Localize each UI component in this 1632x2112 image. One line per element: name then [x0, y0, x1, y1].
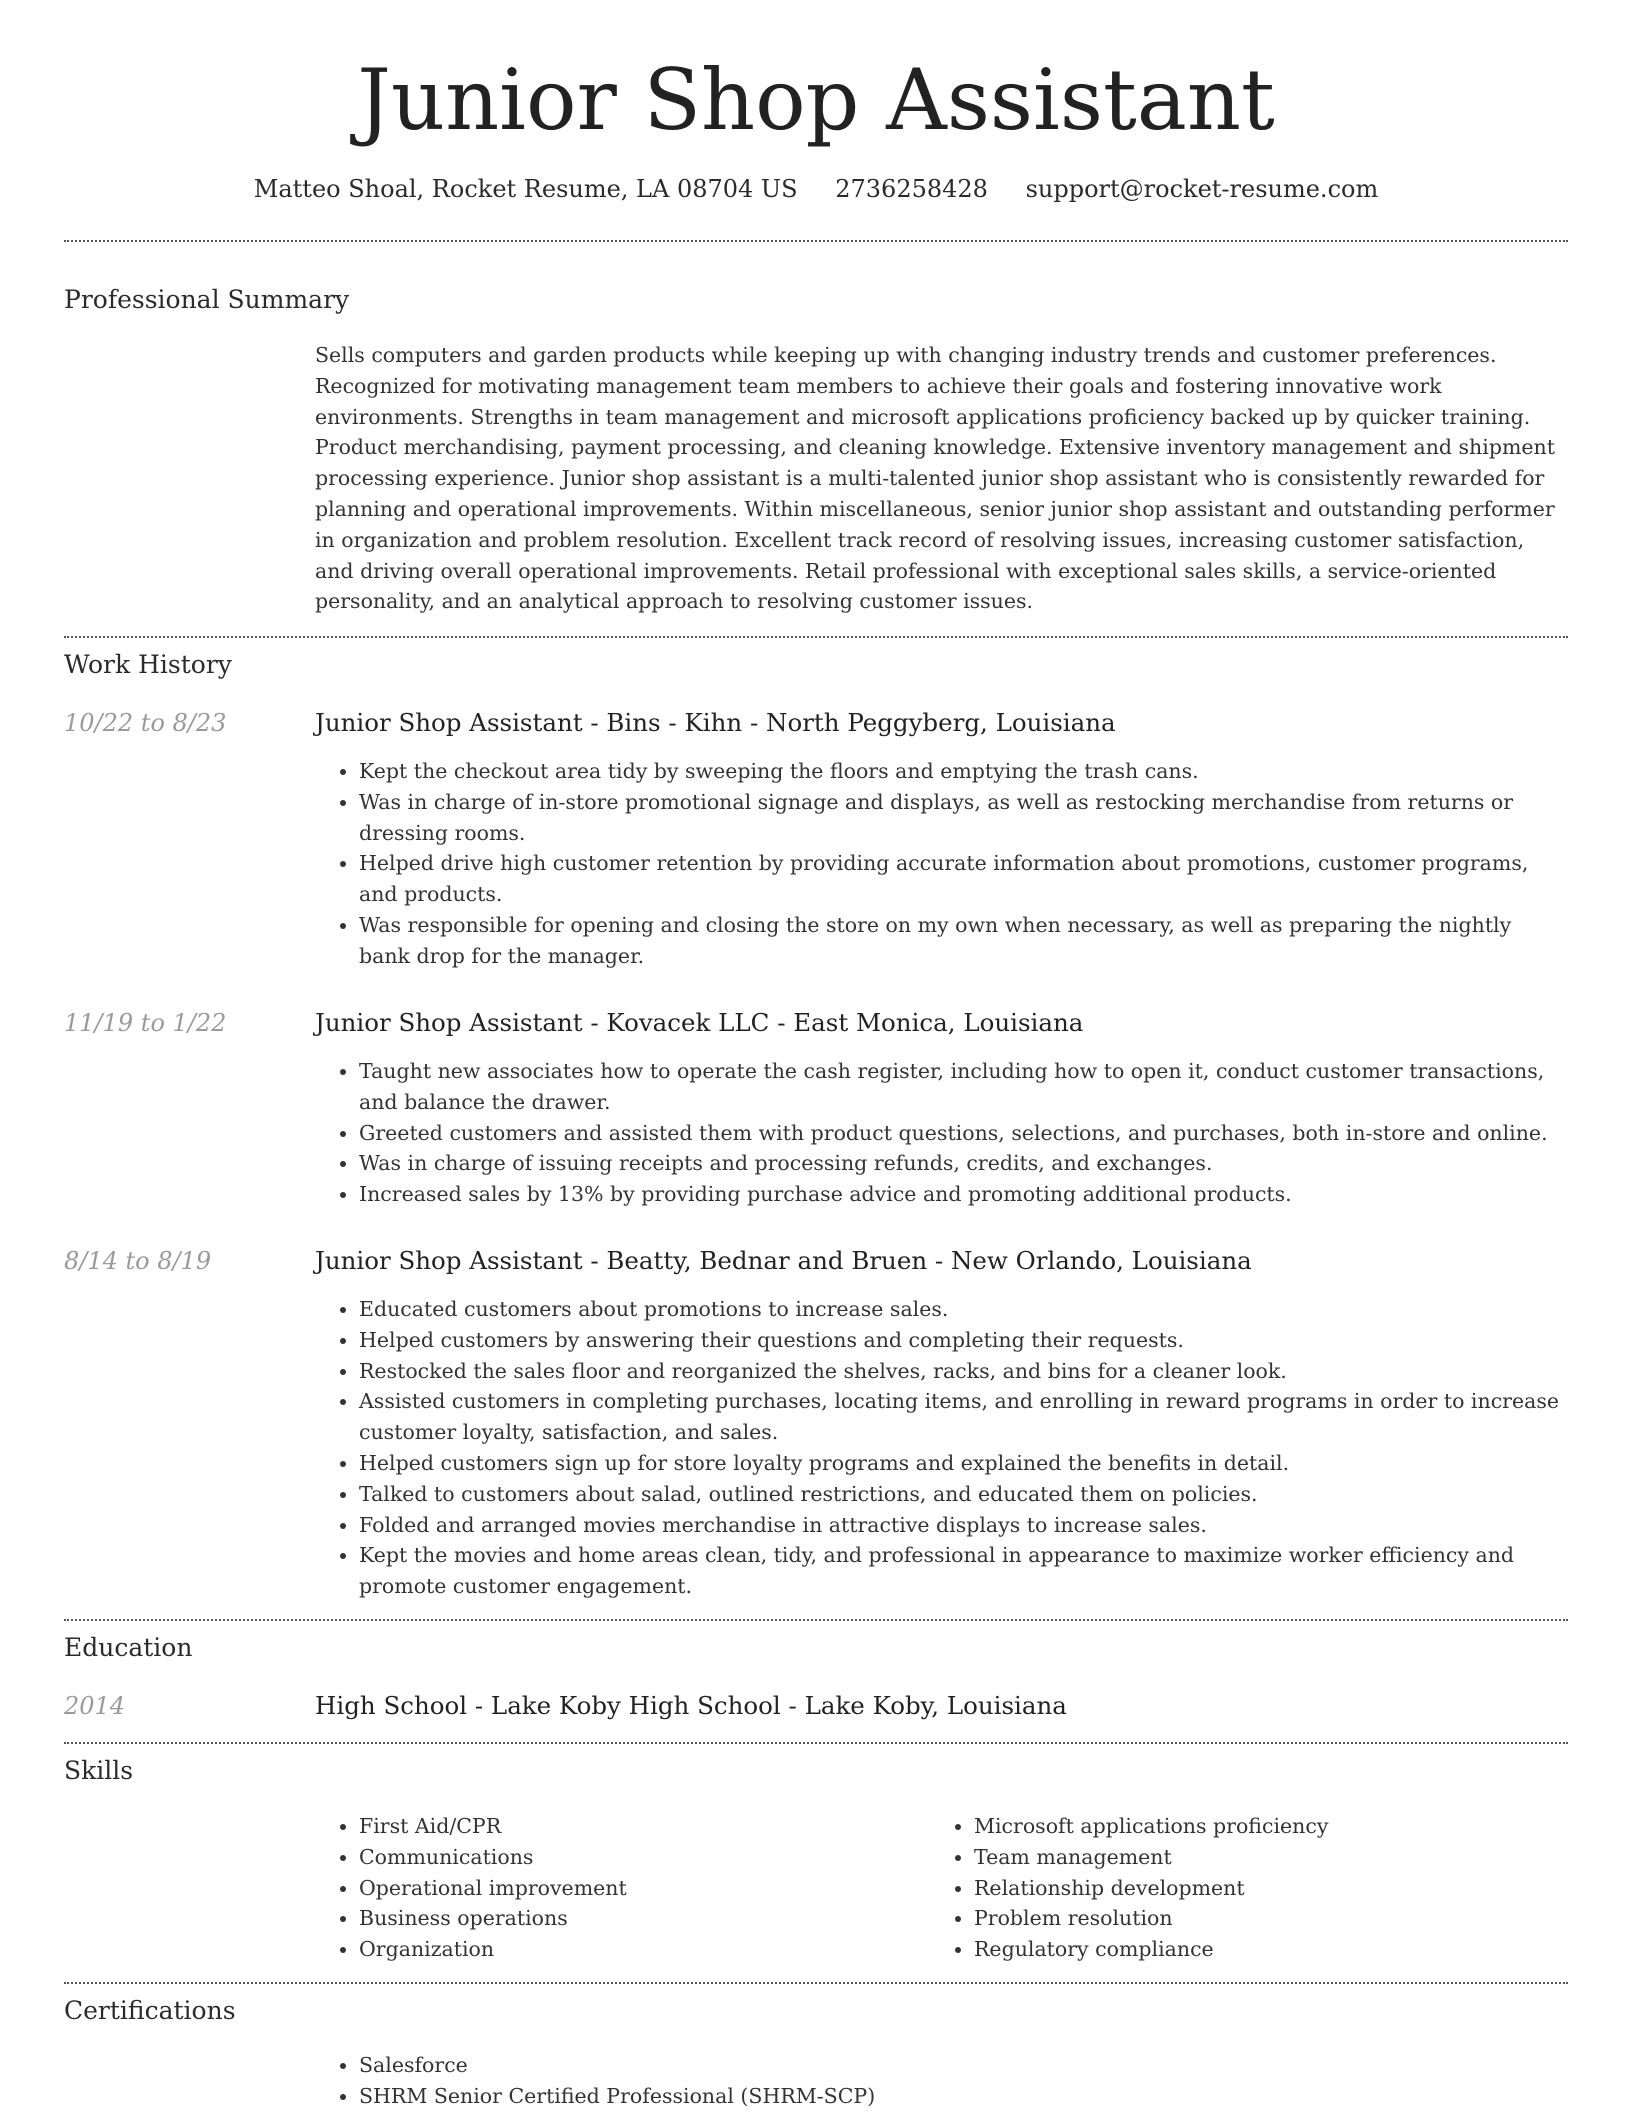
- job-bullet: • Helped drive high customer retention by providing accurate information about promotions, customer programs, and products.: [359, 848, 1565, 910]
- section-title-education: Education: [64, 1633, 193, 1662]
- skills-list-left: [315, 1811, 815, 1965]
- job-dates: 10/22 to 8/23: [64, 709, 227, 737]
- certifications-list: [315, 2050, 1565, 2112]
- section-title-skills: Skills: [64, 1756, 134, 1785]
- job-bullet: • Was in charge of in-store promotional signage and displays, as well as restocking merchandise from returns or dressing rooms.: [359, 787, 1565, 849]
- divider: [64, 1619, 1568, 1621]
- job-bullets: [315, 1294, 1565, 1602]
- section-title-summary: Professional Summary: [64, 285, 350, 314]
- resume-name: Junior Shop Assistant: [357, 51, 1275, 149]
- job-heading: Junior Shop Assistant - Bins - Kihn - North Peggyberg, Louisiana: [315, 708, 1116, 737]
- job-bullet: • Helped customers by answering their questions and completing their requests.: [359, 1325, 1565, 1356]
- skill-item: • Problem resolution: [974, 1903, 1430, 1934]
- skill-item: • Microsoft applications proficiency: [974, 1811, 1430, 1842]
- job-heading: Junior Shop Assistant - Kovacek LLC - East Monica, Louisiana: [315, 1008, 1084, 1037]
- job-bullet: • Talked to customers about salad, outlined restrictions, and educated them on policies.: [359, 1479, 1565, 1510]
- skill-item: • Operational improvement: [359, 1873, 815, 1904]
- job-dates: 11/19 to 1/22: [64, 1009, 227, 1037]
- job-bullet: • Was in charge of issuing receipts and processing refunds, credits, and exchanges.: [359, 1148, 1565, 1179]
- summary-text: Sells computers and garden products while keeping up with changing industry trends and customer preferences. Recognized for motivating management team members to achieve their goals and fostering innovative work environments. Strengths in team management and microsoft applications proficiency backed up by quicker training. Product merchandising, payment processing, and cleaning knowledge. Extensive inventory management and shipment processing experience. Junior shop assistant is a multi-talented junior shop assistant who is consistently rewarded for planning and operational improvements. Within miscellaneous, senior junior shop assistant and outstanding performer in organization and problem resolution. Excellent track record of resolving issues, increasing customer satisfaction, and driving overall operational improvements. Retail professional with exceptional sales skills, a service-oriented personality, and an analytical approach to resolving customer issues.: [315, 343, 1555, 614]
- certification-item: • SHRM Senior Certified Professional (SHRM-SCP): [359, 2081, 1565, 2112]
- divider: [64, 240, 1568, 242]
- skill-item: • Team management: [974, 1842, 1430, 1873]
- job-bullet: • Was responsible for opening and closing the store on my own when necessary, as well as preparing the nightly bank drop for the manager.: [359, 910, 1565, 972]
- skills-list-right: [930, 1811, 1430, 1965]
- skill-item: • Communications: [359, 1842, 815, 1873]
- contact-line: [0, 171, 1632, 207]
- skill-item: • Business operations: [359, 1903, 815, 1934]
- skill-item: • Organization: [359, 1934, 815, 1965]
- job-bullet: • Folded and arranged movies merchandise in attractive displays to increase sales.: [359, 1510, 1565, 1541]
- job-bullet: • Greeted customers and assisted them with product questions, selections, and purchases, both in-store and online.: [359, 1118, 1565, 1149]
- job-bullet: • Increased sales by 13% by providing purchase advice and promoting additional products.: [359, 1179, 1565, 1210]
- job-bullet: • Educated customers about promotions to increase sales.: [359, 1294, 1565, 1325]
- contact-phone: 2736258428: [835, 175, 988, 203]
- job-bullets: [315, 756, 1565, 972]
- job-bullet: • Restocked the sales floor and reorganized the shelves, racks, and bins for a cleaner look.: [359, 1356, 1565, 1387]
- job-bullets: [315, 1056, 1565, 1210]
- job-bullet: • Kept the checkout area tidy by sweeping the floors and emptying the trash cans.: [359, 756, 1565, 787]
- job-bullet: • Assisted customers in completing purchases, locating items, and enrolling in reward programs in order to increase customer loyalty, satisfaction, and sales.: [359, 1386, 1565, 1448]
- certification-item: • Salesforce: [359, 2050, 1565, 2081]
- education-heading: High School - Lake Koby High School - Lake Koby, Louisiana: [315, 1691, 1067, 1720]
- education-year: 2014: [64, 1692, 126, 1720]
- job-dates: 8/14 to 8/19: [64, 1247, 212, 1275]
- job-bullet: • Helped customers sign up for store loyalty programs and explained the benefits in detail.: [359, 1448, 1565, 1479]
- skill-item: • First Aid/CPR: [359, 1811, 815, 1842]
- divider: [64, 636, 1568, 638]
- skill-item: • Regulatory compliance: [974, 1934, 1430, 1965]
- divider: [64, 1742, 1568, 1744]
- skill-item: • Relationship development: [974, 1873, 1430, 1904]
- divider: [64, 1982, 1568, 1984]
- section-title-certifications: Certifications: [64, 1996, 236, 2025]
- section-title-work: Work History: [64, 650, 232, 679]
- job-bullet: • Taught new associates how to operate the cash register, including how to open it, conduct customer transactions, and balance the drawer.: [359, 1056, 1565, 1118]
- job-bullet: • Kept the movies and home areas clean, tidy, and professional in appearance to maximize worker efficiency and promote customer engagement.: [359, 1540, 1565, 1602]
- job-heading: Junior Shop Assistant - Beatty, Bednar and Bruen - New Orlando, Louisiana: [315, 1246, 1252, 1275]
- contact-address: Matteo Shoal, Rocket Resume, LA 08704 US: [253, 175, 798, 203]
- contact-email: support@rocket-resume.com: [1025, 175, 1379, 203]
